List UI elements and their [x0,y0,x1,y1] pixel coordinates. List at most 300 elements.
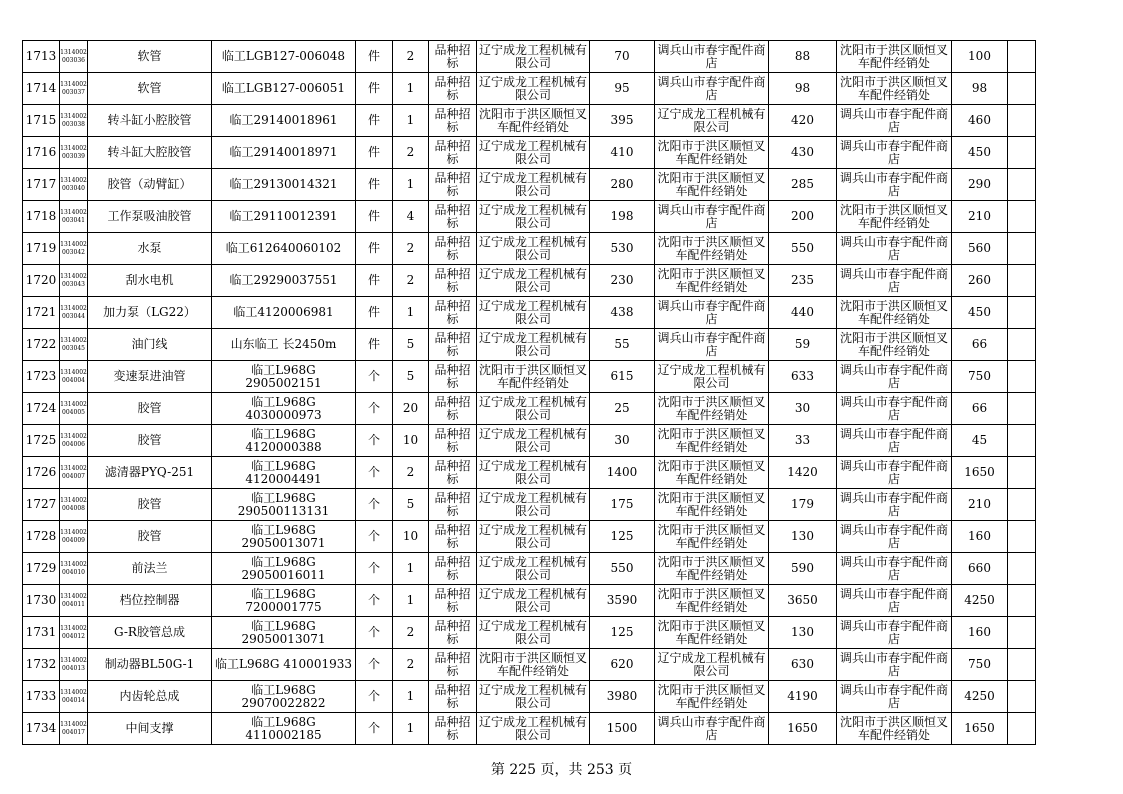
item-unit: 个 [356,681,393,713]
table-row [23,41,1036,73]
item-quantity: 1 [393,585,429,617]
item-unit: 个 [356,489,393,521]
supplier-3: 调兵山市春宇配件商店 [837,361,952,393]
procurement-method: 品种招标 [429,169,477,201]
supplier-3: 调兵山市春宇配件商店 [837,169,952,201]
supplier-1: 辽宁成龙工程机械有限公司 [477,713,590,745]
price-2: 285 [769,169,837,201]
price-1: 70 [590,41,655,73]
procurement-method: 品种招标 [429,425,477,457]
table-row [23,105,1036,137]
price-2: 179 [769,489,837,521]
supplier-2: 辽宁成龙工程机械有限公司 [655,361,769,393]
row-number: 1715 [23,105,60,137]
row-number: 1727 [23,489,60,521]
supplier-2: 调兵山市春宇配件商店 [655,41,769,73]
price-2: 440 [769,297,837,329]
procurement-method: 品种招标 [429,233,477,265]
supplier-1: 沈阳市于洪区顺恒叉车配件经销处 [477,105,590,137]
item-unit: 个 [356,521,393,553]
item-unit: 件 [356,329,393,361]
item-quantity: 1 [393,553,429,585]
price-2: 30 [769,393,837,425]
supplier-3: 沈阳市于洪区顺恒叉车配件经销处 [837,201,952,233]
item-name: 加力泵（LG22） [88,297,212,329]
item-code: 1314002 003044 [60,297,88,329]
item-name: 制动器BL50G-1 [88,649,212,681]
item-quantity: 1 [393,105,429,137]
item-code: 1314002 004010 [60,553,88,585]
price-2: 630 [769,649,837,681]
table-row [23,361,1036,393]
row-number: 1730 [23,585,60,617]
item-unit: 个 [356,585,393,617]
row-number: 1732 [23,649,60,681]
item-model: 临工LGB127-006051 [212,73,356,105]
item-unit: 个 [356,361,393,393]
price-1: 438 [590,297,655,329]
table-row [23,425,1036,457]
price-3: 460 [952,105,1008,137]
procurement-method: 品种招标 [429,457,477,489]
item-unit: 件 [356,105,393,137]
supplier-1: 辽宁成龙工程机械有限公司 [477,201,590,233]
item-unit: 个 [356,425,393,457]
procurement-method: 品种招标 [429,393,477,425]
price-3: 4250 [952,585,1008,617]
price-1: 175 [590,489,655,521]
supplier-3: 沈阳市于洪区顺恒叉车配件经销处 [837,713,952,745]
price-2: 130 [769,521,837,553]
price-3: 750 [952,361,1008,393]
item-code: 1314002 004004 [60,361,88,393]
item-code: 1314002 003037 [60,73,88,105]
price-1: 55 [590,329,655,361]
price-3: 45 [952,425,1008,457]
item-quantity: 2 [393,265,429,297]
procurement-method: 品种招标 [429,489,477,521]
supplier-1: 辽宁成龙工程机械有限公司 [477,329,590,361]
supplier-2: 辽宁成龙工程机械有限公司 [655,649,769,681]
price-2: 1650 [769,713,837,745]
price-2: 88 [769,41,837,73]
price-1: 280 [590,169,655,201]
item-code: 1314002 004013 [60,649,88,681]
price-2: 420 [769,105,837,137]
row-number: 1725 [23,425,60,457]
supplier-2: 沈阳市于洪区顺恒叉车配件经销处 [655,233,769,265]
price-3: 210 [952,489,1008,521]
procurement-method: 品种招标 [429,553,477,585]
supplier-2: 调兵山市春宇配件商店 [655,297,769,329]
item-unit: 个 [356,553,393,585]
item-code: 1314002 004006 [60,425,88,457]
supplier-2: 沈阳市于洪区顺恒叉车配件经销处 [655,137,769,169]
item-name: 变速泵进油管 [88,361,212,393]
price-3: 260 [952,265,1008,297]
table-row [23,169,1036,201]
supplier-1: 辽宁成龙工程机械有限公司 [477,233,590,265]
item-quantity: 1 [393,169,429,201]
supplier-1: 辽宁成龙工程机械有限公司 [477,681,590,713]
supplier-2: 调兵山市春宇配件商店 [655,73,769,105]
procurement-method: 品种招标 [429,201,477,233]
item-code: 1314002 004014 [60,681,88,713]
item-code: 1314002 004008 [60,489,88,521]
supplier-1: 辽宁成龙工程机械有限公司 [477,265,590,297]
item-quantity: 2 [393,41,429,73]
item-name: G-R胶管总成 [88,617,212,649]
supplier-1: 辽宁成龙工程机械有限公司 [477,73,590,105]
supplier-1: 辽宁成龙工程机械有限公司 [477,521,590,553]
item-code: 1314002 004005 [60,393,88,425]
note [1008,585,1036,617]
item-model: 临工L968G 410001933 [212,649,356,681]
price-1: 620 [590,649,655,681]
price-1: 1400 [590,457,655,489]
note [1008,329,1036,361]
price-1: 125 [590,617,655,649]
supplier-2: 沈阳市于洪区顺恒叉车配件经销处 [655,393,769,425]
table-row [23,713,1036,745]
row-number: 1728 [23,521,60,553]
row-number: 1721 [23,297,60,329]
item-unit: 个 [356,457,393,489]
supplier-3: 沈阳市于洪区顺恒叉车配件经销处 [837,73,952,105]
row-number: 1733 [23,681,60,713]
item-name: 中间支撑 [88,713,212,745]
supplier-3: 调兵山市春宇配件商店 [837,553,952,585]
supplier-2: 沈阳市于洪区顺恒叉车配件经销处 [655,521,769,553]
note [1008,41,1036,73]
price-2: 430 [769,137,837,169]
item-unit: 件 [356,265,393,297]
item-model: 临工L968G 29070022822 [212,681,356,713]
item-name: 前法兰 [88,553,212,585]
item-model: 临工29290037551 [212,265,356,297]
procurement-table [22,40,1036,745]
note [1008,361,1036,393]
price-1: 530 [590,233,655,265]
item-quantity: 2 [393,137,429,169]
price-2: 3650 [769,585,837,617]
item-unit: 件 [356,73,393,105]
item-unit: 件 [356,201,393,233]
item-code: 1314002 003042 [60,233,88,265]
price-3: 1650 [952,457,1008,489]
table-row [23,489,1036,521]
supplier-1: 辽宁成龙工程机械有限公司 [477,617,590,649]
supplier-2: 沈阳市于洪区顺恒叉车配件经销处 [655,585,769,617]
procurement-method: 品种招标 [429,73,477,105]
supplier-2: 沈阳市于洪区顺恒叉车配件经销处 [655,265,769,297]
supplier-2: 调兵山市春宇配件商店 [655,201,769,233]
price-1: 198 [590,201,655,233]
note [1008,393,1036,425]
price-3: 160 [952,617,1008,649]
table-row [23,201,1036,233]
supplier-3: 调兵山市春宇配件商店 [837,105,952,137]
table-row [23,649,1036,681]
procurement-method: 品种招标 [429,41,477,73]
price-1: 410 [590,137,655,169]
supplier-2: 沈阳市于洪区顺恒叉车配件经销处 [655,553,769,585]
item-unit: 件 [356,233,393,265]
item-unit: 个 [356,617,393,649]
item-model: 临工29140018971 [212,137,356,169]
item-quantity: 1 [393,681,429,713]
item-name: 档位控制器 [88,585,212,617]
item-model: 临工29140018961 [212,105,356,137]
price-2: 4190 [769,681,837,713]
item-name: 水泵 [88,233,212,265]
price-2: 33 [769,425,837,457]
row-number: 1720 [23,265,60,297]
price-1: 30 [590,425,655,457]
item-code: 1314002 004007 [60,457,88,489]
item-unit: 件 [356,297,393,329]
procurement-method: 品种招标 [429,681,477,713]
note [1008,137,1036,169]
item-quantity: 10 [393,425,429,457]
note [1008,233,1036,265]
item-quantity: 1 [393,73,429,105]
table-row [23,585,1036,617]
supplier-1: 沈阳市于洪区顺恒叉车配件经销处 [477,361,590,393]
item-code: 1314002 003045 [60,329,88,361]
procurement-method: 品种招标 [429,521,477,553]
item-model: 临工4120006981 [212,297,356,329]
procurement-method: 品种招标 [429,105,477,137]
price-2: 633 [769,361,837,393]
item-quantity: 2 [393,617,429,649]
supplier-3: 调兵山市春宇配件商店 [837,265,952,297]
row-number: 1723 [23,361,60,393]
price-3: 100 [952,41,1008,73]
item-code: 1314002 004012 [60,617,88,649]
item-name: 胶管 [88,521,212,553]
item-model: 临工L968G 4110002185 [212,713,356,745]
supplier-1: 辽宁成龙工程机械有限公司 [477,585,590,617]
table-row [23,297,1036,329]
price-3: 450 [952,137,1008,169]
item-quantity: 5 [393,329,429,361]
item-unit: 个 [356,393,393,425]
price-3: 1650 [952,713,1008,745]
row-number: 1716 [23,137,60,169]
procurement-method: 品种招标 [429,361,477,393]
price-1: 125 [590,521,655,553]
supplier-1: 辽宁成龙工程机械有限公司 [477,41,590,73]
note [1008,425,1036,457]
item-quantity: 2 [393,233,429,265]
table-row [23,265,1036,297]
price-1: 95 [590,73,655,105]
row-number: 1724 [23,393,60,425]
item-quantity: 4 [393,201,429,233]
note [1008,265,1036,297]
item-model: 临工L968G 29050013071 [212,521,356,553]
price-1: 3980 [590,681,655,713]
row-number: 1719 [23,233,60,265]
supplier-2: 沈阳市于洪区顺恒叉车配件经销处 [655,169,769,201]
supplier-1: 辽宁成龙工程机械有限公司 [477,169,590,201]
supplier-1: 辽宁成龙工程机械有限公司 [477,489,590,521]
row-number: 1718 [23,201,60,233]
note [1008,681,1036,713]
supplier-3: 沈阳市于洪区顺恒叉车配件经销处 [837,41,952,73]
item-quantity: 5 [393,361,429,393]
supplier-2: 沈阳市于洪区顺恒叉车配件经销处 [655,489,769,521]
row-number: 1729 [23,553,60,585]
table-row [23,457,1036,489]
table-row [23,233,1036,265]
item-name: 刮水电机 [88,265,212,297]
price-3: 210 [952,201,1008,233]
item-model: 临工LGB127-006048 [212,41,356,73]
item-code: 1314002 003040 [60,169,88,201]
item-quantity: 2 [393,649,429,681]
supplier-1: 辽宁成龙工程机械有限公司 [477,553,590,585]
item-name: 油门线 [88,329,212,361]
item-name: 胶管 [88,393,212,425]
supplier-3: 调兵山市春宇配件商店 [837,233,952,265]
price-1: 230 [590,265,655,297]
item-model: 临工L968G 4120004491 [212,457,356,489]
table-row [23,393,1036,425]
row-number: 1717 [23,169,60,201]
item-code: 1314002 003041 [60,201,88,233]
table-row [23,617,1036,649]
row-number: 1714 [23,73,60,105]
note [1008,553,1036,585]
table-row [23,553,1036,585]
procurement-method: 品种招标 [429,329,477,361]
note [1008,617,1036,649]
price-3: 660 [952,553,1008,585]
procurement-method: 品种招标 [429,297,477,329]
item-unit: 件 [356,41,393,73]
row-number: 1722 [23,329,60,361]
item-name: 工作泵吸油胶管 [88,201,212,233]
note [1008,73,1036,105]
note [1008,169,1036,201]
item-quantity: 2 [393,457,429,489]
supplier-3: 调兵山市春宇配件商店 [837,521,952,553]
item-quantity: 10 [393,521,429,553]
supplier-2: 辽宁成龙工程机械有限公司 [655,105,769,137]
price-1: 1500 [590,713,655,745]
price-2: 98 [769,73,837,105]
supplier-2: 调兵山市春宇配件商店 [655,713,769,745]
supplier-2: 沈阳市于洪区顺恒叉车配件经销处 [655,457,769,489]
price-3: 450 [952,297,1008,329]
item-name: 内齿轮总成 [88,681,212,713]
supplier-1: 辽宁成龙工程机械有限公司 [477,393,590,425]
note [1008,201,1036,233]
supplier-1: 沈阳市于洪区顺恒叉车配件经销处 [477,649,590,681]
price-1: 550 [590,553,655,585]
procurement-method: 品种招标 [429,649,477,681]
supplier-2: 沈阳市于洪区顺恒叉车配件经销处 [655,681,769,713]
price-2: 200 [769,201,837,233]
item-name: 胶管 [88,489,212,521]
supplier-3: 沈阳市于洪区顺恒叉车配件经销处 [837,297,952,329]
price-3: 98 [952,73,1008,105]
price-1: 3590 [590,585,655,617]
procurement-method: 品种招标 [429,617,477,649]
supplier-1: 辽宁成龙工程机械有限公司 [477,457,590,489]
item-name: 滤清器PYQ-251 [88,457,212,489]
item-code: 1314002 004017 [60,713,88,745]
item-code: 1314002 003036 [60,41,88,73]
table-row [23,681,1036,713]
price-2: 1420 [769,457,837,489]
table-row [23,137,1036,169]
supplier-3: 调兵山市春宇配件商店 [837,649,952,681]
procurement-method: 品种招标 [429,265,477,297]
supplier-2: 调兵山市春宇配件商店 [655,329,769,361]
table-row [23,521,1036,553]
item-model: 临工L968G 4120000388 [212,425,356,457]
item-code: 1314002 004011 [60,585,88,617]
item-model: 临工L968G 7200001775 [212,585,356,617]
row-number: 1713 [23,41,60,73]
supplier-1: 辽宁成龙工程机械有限公司 [477,297,590,329]
item-quantity: 1 [393,297,429,329]
supplier-3: 调兵山市春宇配件商店 [837,617,952,649]
supplier-3: 调兵山市春宇配件商店 [837,137,952,169]
item-unit: 件 [356,137,393,169]
supplier-3: 调兵山市春宇配件商店 [837,585,952,617]
procurement-method: 品种招标 [429,137,477,169]
item-model: 山东临工 长2450m [212,329,356,361]
item-unit: 个 [356,713,393,745]
supplier-3: 调兵山市春宇配件商店 [837,681,952,713]
item-unit: 个 [356,649,393,681]
item-code: 1314002 003038 [60,105,88,137]
note [1008,521,1036,553]
page-footer: 第 225 页，共 253 页 [490,762,633,778]
note [1008,649,1036,681]
price-2: 590 [769,553,837,585]
supplier-2: 沈阳市于洪区顺恒叉车配件经销处 [655,425,769,457]
item-code: 1314002 003043 [60,265,88,297]
price-3: 560 [952,233,1008,265]
price-1: 615 [590,361,655,393]
note [1008,489,1036,521]
supplier-3: 调兵山市春宇配件商店 [837,425,952,457]
price-3: 160 [952,521,1008,553]
item-model: 临工L968G 4030000973 [212,393,356,425]
price-3: 66 [952,329,1008,361]
item-name: 软管 [88,41,212,73]
supplier-2: 沈阳市于洪区顺恒叉车配件经销处 [655,617,769,649]
item-model: 临工29110012391 [212,201,356,233]
item-unit: 件 [356,169,393,201]
item-model: 临工L968G 29050016011 [212,553,356,585]
price-2: 130 [769,617,837,649]
table-row [23,73,1036,105]
procurement-method: 品种招标 [429,713,477,745]
row-number: 1726 [23,457,60,489]
supplier-3: 调兵山市春宇配件商店 [837,457,952,489]
item-model: 临工29130014321 [212,169,356,201]
price-3: 750 [952,649,1008,681]
price-1: 395 [590,105,655,137]
item-quantity: 1 [393,713,429,745]
item-name: 转斗缸大腔胶管 [88,137,212,169]
